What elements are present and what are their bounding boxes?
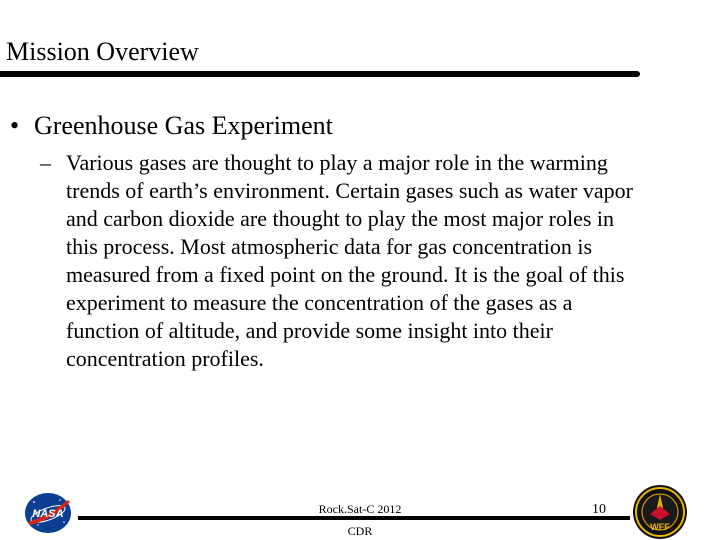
svg-text:WFF: WFF — [650, 522, 670, 532]
bullet-item — [10, 111, 333, 141]
sub-bullet-text: Various gases are thought to play a major role in the warming trends of earth’s environment. Certain gases such as water vapor and carbon dioxide are thought to play the most major roles in this process. Most atmospheric data for gas concentration is measured from a fixed point on the ground. It is the goal of this experiment to measure the concentration of the gases as a function of altitude, and provide some insight into their concentration profiles. — [66, 150, 633, 371]
sub-bullet-marker: – — [40, 150, 51, 175]
bullet-marker: • — [10, 111, 20, 140]
bullet-text: Greenhouse Gas Experiment — [34, 111, 333, 140]
footer-event: Rock.Sat-C 2012 — [318, 502, 402, 516]
footer-divider — [78, 516, 630, 520]
footer-review: CDR — [347, 524, 373, 538]
nasa-logo — [24, 492, 72, 534]
title-divider — [0, 71, 640, 77]
wff-logo — [632, 484, 688, 540]
svg-text:NASA: NASA — [32, 508, 64, 520]
slide-title: Mission Overview — [6, 37, 199, 66]
page-number: 10 — [592, 502, 606, 517]
